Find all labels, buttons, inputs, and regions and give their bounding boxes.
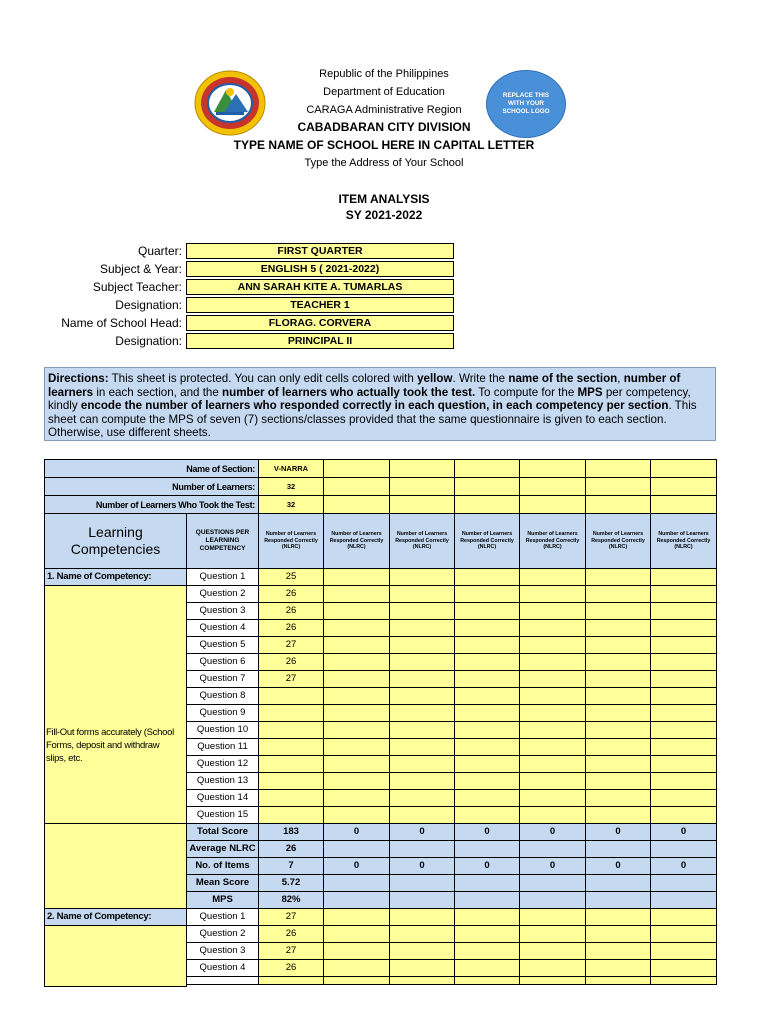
- nlrc-input-cell[interactable]: [323, 687, 390, 705]
- nlrc-input-cell[interactable]: [258, 755, 324, 773]
- nlrc-input-cell[interactable]: [389, 568, 455, 586]
- nlrc-input-cell[interactable]: [454, 772, 520, 790]
- nlrc-input-cell[interactable]: [519, 772, 586, 790]
- nlrc-input-cell[interactable]: [454, 619, 520, 637]
- question-label: Question 12: [186, 755, 259, 773]
- nlrc-input-cell[interactable]: [323, 959, 390, 977]
- average-nlrc-cell: [323, 840, 390, 858]
- nlrc-input-cell[interactable]: [585, 772, 651, 790]
- nlrc-input-cell[interactable]: [650, 908, 717, 926]
- nlrc-input-cell[interactable]: [323, 772, 390, 790]
- nlrc-input-cell[interactable]: 27: [258, 670, 324, 688]
- nlrc-input-cell[interactable]: 27: [258, 908, 324, 926]
- learners-took-test-cell[interactable]: [519, 495, 586, 514]
- info-value-school-head[interactable]: FLORAG. CORVERA: [186, 315, 454, 331]
- directions-text-2: . Write the: [452, 372, 509, 385]
- nlrc-input-cell[interactable]: [650, 721, 717, 739]
- average-nlrc-cell: [454, 840, 520, 858]
- nlrc-input-cell[interactable]: [454, 942, 520, 960]
- learners-took-test-cell[interactable]: [389, 495, 455, 514]
- nlrc-input-cell[interactable]: [389, 976, 455, 985]
- nlrc-input-cell[interactable]: [585, 721, 651, 739]
- nlrc-input-cell[interactable]: [258, 738, 324, 756]
- nlrc-input-cell[interactable]: [650, 976, 717, 985]
- nlrc-input-cell[interactable]: [650, 738, 717, 756]
- nlrc-input-cell[interactable]: [454, 636, 520, 654]
- question-label: Question 14: [186, 789, 259, 807]
- nlrc-input-cell[interactable]: [650, 687, 717, 705]
- average-nlrc-cell: 26: [258, 840, 324, 858]
- nlrc-input-cell[interactable]: [454, 602, 520, 620]
- info-label-subject-teacher: Subject Teacher:: [92, 280, 182, 294]
- nlrc-input-cell[interactable]: [585, 585, 651, 603]
- nlrc-input-cell[interactable]: [519, 619, 586, 637]
- question-label: Question 11: [186, 738, 259, 756]
- nlrc-input-cell[interactable]: [519, 704, 586, 722]
- nlrc-input-cell[interactable]: [519, 636, 586, 654]
- nlrc-input-cell[interactable]: [389, 789, 455, 807]
- question-label: Question 6: [186, 653, 259, 671]
- nlrc-input-cell[interactable]: [650, 653, 717, 671]
- nlrc-input-cell[interactable]: 26: [258, 619, 324, 637]
- nlrc-input-cell[interactable]: [323, 925, 390, 943]
- nlrc-input-cell[interactable]: [454, 670, 520, 688]
- nlrc-input-cell[interactable]: [323, 670, 390, 688]
- directions-bold-3: number of learners: [48, 372, 681, 399]
- nlrc-input-cell[interactable]: [519, 721, 586, 739]
- nlrc-input-cell[interactable]: [585, 959, 651, 977]
- nlrc-input-cell[interactable]: [454, 925, 520, 943]
- mean-score-label: Mean Score: [186, 874, 259, 892]
- nlrc-input-cell[interactable]: [650, 670, 717, 688]
- learners-took-test-cell[interactable]: [323, 495, 390, 514]
- nlrc-input-cell[interactable]: [258, 772, 324, 790]
- number-of-learners-cell[interactable]: 32: [258, 477, 324, 496]
- learners-took-test-cell[interactable]: [650, 495, 717, 514]
- nlrc-input-cell[interactable]: [650, 925, 717, 943]
- nlrc-input-cell[interactable]: [323, 942, 390, 960]
- nlrc-input-cell[interactable]: [585, 636, 651, 654]
- total-score-cell: 0: [585, 823, 651, 841]
- average-nlrc-cell: [389, 840, 455, 858]
- competency-1-label: 1. Name of Competency:: [44, 568, 187, 586]
- nlrc-input-cell[interactable]: [519, 568, 586, 586]
- nlrc-input-cell[interactable]: [519, 789, 586, 807]
- nlrc-input-cell[interactable]: [519, 585, 586, 603]
- nlrc-input-cell[interactable]: [389, 772, 455, 790]
- number-of-items-cell: 7: [258, 857, 324, 875]
- nlrc-input-cell[interactable]: [454, 908, 520, 926]
- directions-text-7: . This sheet can compute the MPS of seven (7) sections/classes provided that the same questionnaire is given to each section. Otherwise, use different sheets.: [48, 399, 697, 439]
- nlrc-input-cell[interactable]: [389, 619, 455, 637]
- question-label: Question 8: [186, 687, 259, 705]
- nlrc-input-cell[interactable]: [519, 976, 586, 985]
- question-label: Question 2: [186, 585, 259, 603]
- average-nlrc-cell: [585, 840, 651, 858]
- nlrc-input-cell[interactable]: 27: [258, 636, 324, 654]
- learning-competencies-header: Learning Competencies: [44, 513, 187, 569]
- nlrc-input-cell[interactable]: [585, 704, 651, 722]
- nlrc-input-cell[interactable]: [454, 687, 520, 705]
- nlrc-input-cell[interactable]: [585, 602, 651, 620]
- nlrc-input-cell[interactable]: [454, 738, 520, 756]
- mps-cell: [323, 891, 390, 909]
- nlrc-input-cell[interactable]: [389, 721, 455, 739]
- number-of-items-cell: 0: [389, 857, 455, 875]
- nlrc-header: Number of Learners Responded Correctly (NLRC): [519, 513, 586, 569]
- nlrc-input-cell[interactable]: [650, 772, 717, 790]
- nlrc-input-cell[interactable]: [323, 585, 390, 603]
- directions-text-1: This sheet is protected. You can only edit cells colored with: [108, 372, 418, 385]
- number-of-learners-cell[interactable]: [323, 477, 390, 496]
- nlrc-header: Number of Learners Responded Correctly (NLRC): [258, 513, 324, 569]
- number-of-items-cell: 0: [650, 857, 717, 875]
- nlrc-input-cell[interactable]: [389, 959, 455, 977]
- header-region: CARAGA Administrative Region: [306, 104, 462, 116]
- nlrc-input-cell[interactable]: [519, 602, 586, 620]
- mps-cell: 82%: [258, 891, 324, 909]
- nlrc-input-cell[interactable]: [585, 738, 651, 756]
- nlrc-header: Number of Learners Responded Correctly (NLRC): [323, 513, 390, 569]
- nlrc-input-cell[interactable]: [650, 704, 717, 722]
- number-of-learners-cell[interactable]: [585, 477, 651, 496]
- mean-score-cell: [519, 874, 586, 892]
- nlrc-input-cell[interactable]: 26: [258, 602, 324, 620]
- mean-score-cell: 5.72: [258, 874, 324, 892]
- info-label-quarter: Quarter:: [137, 244, 182, 258]
- nlrc-input-cell[interactable]: [585, 568, 651, 586]
- nlrc-input-cell[interactable]: [454, 959, 520, 977]
- info-value-quarter[interactable]: FIRST QUARTER: [186, 243, 454, 259]
- question-label: [186, 976, 259, 985]
- question-label: Question 1: [186, 568, 259, 586]
- competency-1-description[interactable]: [44, 585, 187, 824]
- total-score-cell: 0: [323, 823, 390, 841]
- header-school-name: TYPE NAME OF SCHOOL HERE IN CAPITAL LETTER: [233, 138, 535, 152]
- nlrc-input-cell[interactable]: [519, 942, 586, 960]
- nlrc-input-cell[interactable]: [585, 653, 651, 671]
- nlrc-input-cell[interactable]: [323, 721, 390, 739]
- nlrc-input-cell[interactable]: [650, 568, 717, 586]
- mps-cell: [454, 891, 520, 909]
- nlrc-header: Number of Learners Responded Correctly (NLRC): [650, 513, 717, 569]
- school-logo-text: REPLACE THIS WITH YOUR SCHOOL LOGO: [502, 92, 550, 115]
- nlrc-input-cell[interactable]: 26: [258, 585, 324, 603]
- question-label: Question 3: [186, 602, 259, 620]
- nlrc-input-cell[interactable]: [258, 687, 324, 705]
- question-label: Question 3: [186, 942, 259, 960]
- mean-score-cell: [454, 874, 520, 892]
- nlrc-input-cell[interactable]: [389, 636, 455, 654]
- nlrc-header: Number of Learners Responded Correctly (NLRC): [389, 513, 455, 569]
- learners-took-test-cell[interactable]: 32: [258, 495, 324, 514]
- nlrc-input-cell[interactable]: [258, 704, 324, 722]
- number-of-learners-cell[interactable]: [454, 477, 520, 496]
- nlrc-input-cell[interactable]: [389, 687, 455, 705]
- directions-bold-5: MPS: [577, 385, 603, 399]
- total-score-cell: 0: [650, 823, 717, 841]
- question-label: Question 13: [186, 772, 259, 790]
- nlrc-input-cell[interactable]: [585, 908, 651, 926]
- nlrc-input-cell[interactable]: 26: [258, 959, 324, 977]
- question-label: Question 1: [186, 908, 259, 926]
- nlrc-input-cell[interactable]: [323, 755, 390, 773]
- nlrc-input-cell[interactable]: [389, 908, 455, 926]
- nlrc-input-cell[interactable]: 27: [258, 942, 324, 960]
- nlrc-input-cell[interactable]: [323, 602, 390, 620]
- info-label-designation: Designation:: [115, 298, 182, 312]
- nlrc-input-cell[interactable]: [519, 653, 586, 671]
- nlrc-input-cell[interactable]: [323, 568, 390, 586]
- mean-score-cell: [650, 874, 717, 892]
- nlrc-header: Number of Learners Responded Correctly (NLRC): [585, 513, 651, 569]
- directions-text-4: in each section, and the: [93, 385, 223, 399]
- nlrc-input-cell[interactable]: [585, 687, 651, 705]
- nlrc-input-cell[interactable]: [323, 653, 390, 671]
- average-nlrc-cell: [650, 840, 717, 858]
- nlrc-input-cell[interactable]: [585, 789, 651, 807]
- nlrc-input-cell[interactable]: [650, 789, 717, 807]
- header-department: Department of Education: [323, 86, 445, 98]
- competency-2-description[interactable]: [44, 925, 187, 987]
- nlrc-input-cell[interactable]: [323, 636, 390, 654]
- nlrc-input-cell[interactable]: [389, 670, 455, 688]
- nlrc-input-cell[interactable]: [519, 670, 586, 688]
- number-of-items-cell: 0: [585, 857, 651, 875]
- info-label-head-designation: Designation:: [115, 334, 182, 348]
- total-score-cell: 0: [389, 823, 455, 841]
- nlrc-input-cell[interactable]: 25: [258, 568, 324, 586]
- nlrc-input-cell[interactable]: [389, 755, 455, 773]
- question-label: Question 10: [186, 721, 259, 739]
- nlrc-input-cell[interactable]: [323, 619, 390, 637]
- question-label: Question 4: [186, 619, 259, 637]
- question-label: Question 9: [186, 704, 259, 722]
- info-value-head-designation[interactable]: PRINCIPAL II: [186, 333, 454, 349]
- title-school-year: SY 2021-2022: [345, 208, 423, 222]
- section-name-cell[interactable]: [650, 459, 717, 478]
- question-label: Question 7: [186, 670, 259, 688]
- nlrc-input-cell[interactable]: [650, 806, 717, 824]
- directions-bold-6: encode the number of learners who responded correctly in each question, in each competency per section: [80, 399, 669, 412]
- questions-per-competency-header: QUESTIONS PER LEARNING COMPETENCY: [186, 513, 259, 569]
- nlrc-input-cell[interactable]: [650, 636, 717, 654]
- directions-bold-1: yellow: [417, 372, 453, 385]
- mps-label: MPS: [186, 891, 259, 909]
- learners-took-test-cell[interactable]: [454, 495, 520, 514]
- mean-score-cell: [323, 874, 390, 892]
- nlrc-input-cell[interactable]: [323, 738, 390, 756]
- section-name-label: Name of Section:: [44, 459, 259, 478]
- nlrc-header: Number of Learners Responded Correctly (NLRC): [454, 513, 520, 569]
- nlrc-input-cell[interactable]: [389, 806, 455, 824]
- average-nlrc-cell: [519, 840, 586, 858]
- info-value-subject-teacher[interactable]: ANN SARAH KITE A. TUMARLAS: [186, 279, 454, 295]
- nlrc-input-cell[interactable]: 26: [258, 925, 324, 943]
- nlrc-input-cell[interactable]: [519, 806, 586, 824]
- header-division: CABADBARAN CITY DIVISION: [297, 120, 471, 134]
- section-name-cell[interactable]: [323, 459, 390, 478]
- nlrc-input-cell[interactable]: [389, 653, 455, 671]
- nlrc-input-cell[interactable]: [454, 806, 520, 824]
- title-item-analysis: ITEM ANALYSIS: [338, 192, 430, 206]
- number-of-items-label: No. of Items: [186, 857, 259, 875]
- total-score-label: Total Score: [186, 823, 259, 841]
- number-of-learners-cell[interactable]: [519, 477, 586, 496]
- competency-1-summary-spacer: [44, 823, 187, 909]
- nlrc-input-cell[interactable]: [389, 602, 455, 620]
- section-name-cell[interactable]: V-NARRA: [258, 459, 324, 478]
- header-republic: Republic of the Philippines: [319, 68, 449, 80]
- number-of-items-cell: 0: [323, 857, 390, 875]
- total-score-cell: 0: [454, 823, 520, 841]
- nlrc-input-cell[interactable]: [650, 619, 717, 637]
- nlrc-input-cell[interactable]: [454, 755, 520, 773]
- nlrc-input-cell[interactable]: [519, 959, 586, 977]
- nlrc-input-cell[interactable]: [519, 738, 586, 756]
- mps-cell: [389, 891, 455, 909]
- nlrc-input-cell[interactable]: [519, 925, 586, 943]
- nlrc-input-cell[interactable]: [585, 942, 651, 960]
- nlrc-input-cell[interactable]: [585, 755, 651, 773]
- directions-text-6: per competency, kindly: [48, 385, 691, 412]
- nlrc-input-cell[interactable]: [323, 789, 390, 807]
- nlrc-input-cell[interactable]: [650, 959, 717, 977]
- nlrc-input-cell[interactable]: [585, 670, 651, 688]
- learners-took-test-cell[interactable]: [585, 495, 651, 514]
- directions-text-5: To compute for the: [475, 385, 578, 399]
- mps-cell: [650, 891, 717, 909]
- nlrc-input-cell[interactable]: [650, 602, 717, 620]
- nlrc-input-cell[interactable]: [323, 806, 390, 824]
- nlrc-input-cell[interactable]: [585, 925, 651, 943]
- nlrc-input-cell[interactable]: [650, 585, 717, 603]
- section-name-cell[interactable]: [454, 459, 520, 478]
- header-address: Type the Address of Your School: [304, 157, 464, 169]
- nlrc-input-cell[interactable]: [585, 976, 651, 985]
- question-label: Question 15: [186, 806, 259, 824]
- competency-2-label: 2. Name of Competency:: [44, 908, 187, 926]
- nlrc-input-cell[interactable]: [454, 653, 520, 671]
- nlrc-input-cell[interactable]: [258, 789, 324, 807]
- question-label: Question 5: [186, 636, 259, 654]
- nlrc-input-cell[interactable]: [258, 806, 324, 824]
- nlrc-input-cell[interactable]: [650, 755, 717, 773]
- nlrc-input-cell[interactable]: [454, 789, 520, 807]
- nlrc-input-cell[interactable]: [454, 721, 520, 739]
- nlrc-input-cell[interactable]: [389, 738, 455, 756]
- number-of-learners-cell[interactable]: [389, 477, 455, 496]
- question-label: Question 2: [186, 925, 259, 943]
- nlrc-input-cell[interactable]: 26: [258, 653, 324, 671]
- mean-score-cell: [389, 874, 455, 892]
- learners-took-test-label: Number of Learners Who Took the Test:: [44, 495, 259, 514]
- nlrc-input-cell[interactable]: [389, 704, 455, 722]
- mean-score-cell: [585, 874, 651, 892]
- info-label-school-head: Name of School Head:: [61, 316, 182, 330]
- number-of-learners-cell[interactable]: [650, 477, 717, 496]
- average-nlrc-label: Average NLRC: [186, 840, 259, 858]
- nlrc-input-cell[interactable]: [323, 704, 390, 722]
- directions-label: Directions:: [48, 372, 109, 385]
- info-label-subject-year: Subject & Year:: [99, 262, 182, 276]
- mps-cell: [519, 891, 586, 909]
- directions-bold-2: name of the section: [508, 372, 618, 385]
- total-score-cell: 183: [258, 823, 324, 841]
- number-of-items-cell: 0: [519, 857, 586, 875]
- nlrc-input-cell[interactable]: [519, 908, 586, 926]
- directions-text-3: ,: [617, 372, 624, 385]
- nlrc-input-cell[interactable]: [454, 976, 520, 985]
- nlrc-input-cell[interactable]: [585, 619, 651, 637]
- section-name-cell[interactable]: [389, 459, 455, 478]
- nlrc-input-cell[interactable]: [454, 568, 520, 586]
- nlrc-input-cell[interactable]: [454, 704, 520, 722]
- competency-1-description-text: Fill-Out forms accurately (School Forms, deposit and withdraw slips, etc.: [46, 727, 174, 764]
- nlrc-input-cell[interactable]: [258, 721, 324, 739]
- nlrc-input-cell[interactable]: [389, 585, 455, 603]
- nlrc-input-cell[interactable]: [519, 755, 586, 773]
- number-of-learners-label: Number of Learners:: [44, 477, 259, 496]
- number-of-items-cell: 0: [454, 857, 520, 875]
- nlrc-input-cell[interactable]: [519, 687, 586, 705]
- info-value-subject-year[interactable]: ENGLISH 5 ( 2021-2022): [186, 261, 454, 277]
- total-score-cell: 0: [519, 823, 586, 841]
- nlrc-input-cell[interactable]: [454, 585, 520, 603]
- info-value-designation[interactable]: TEACHER 1: [186, 297, 454, 313]
- directions-bold-4: number of learners who actually took the test.: [222, 385, 476, 399]
- section-name-cell[interactable]: [519, 459, 586, 478]
- nlrc-input-cell[interactable]: [585, 806, 651, 824]
- nlrc-input-cell[interactable]: [389, 925, 455, 943]
- nlrc-input-cell[interactable]: [323, 976, 390, 985]
- nlrc-input-cell[interactable]: [389, 942, 455, 960]
- nlrc-input-cell[interactable]: [323, 908, 390, 926]
- mps-cell: [585, 891, 651, 909]
- section-name-cell[interactable]: [585, 459, 651, 478]
- question-label: Question 4: [186, 959, 259, 977]
- nlrc-input-cell[interactable]: [258, 976, 324, 985]
- nlrc-input-cell[interactable]: [650, 942, 717, 960]
- directions-box: [44, 367, 716, 441]
